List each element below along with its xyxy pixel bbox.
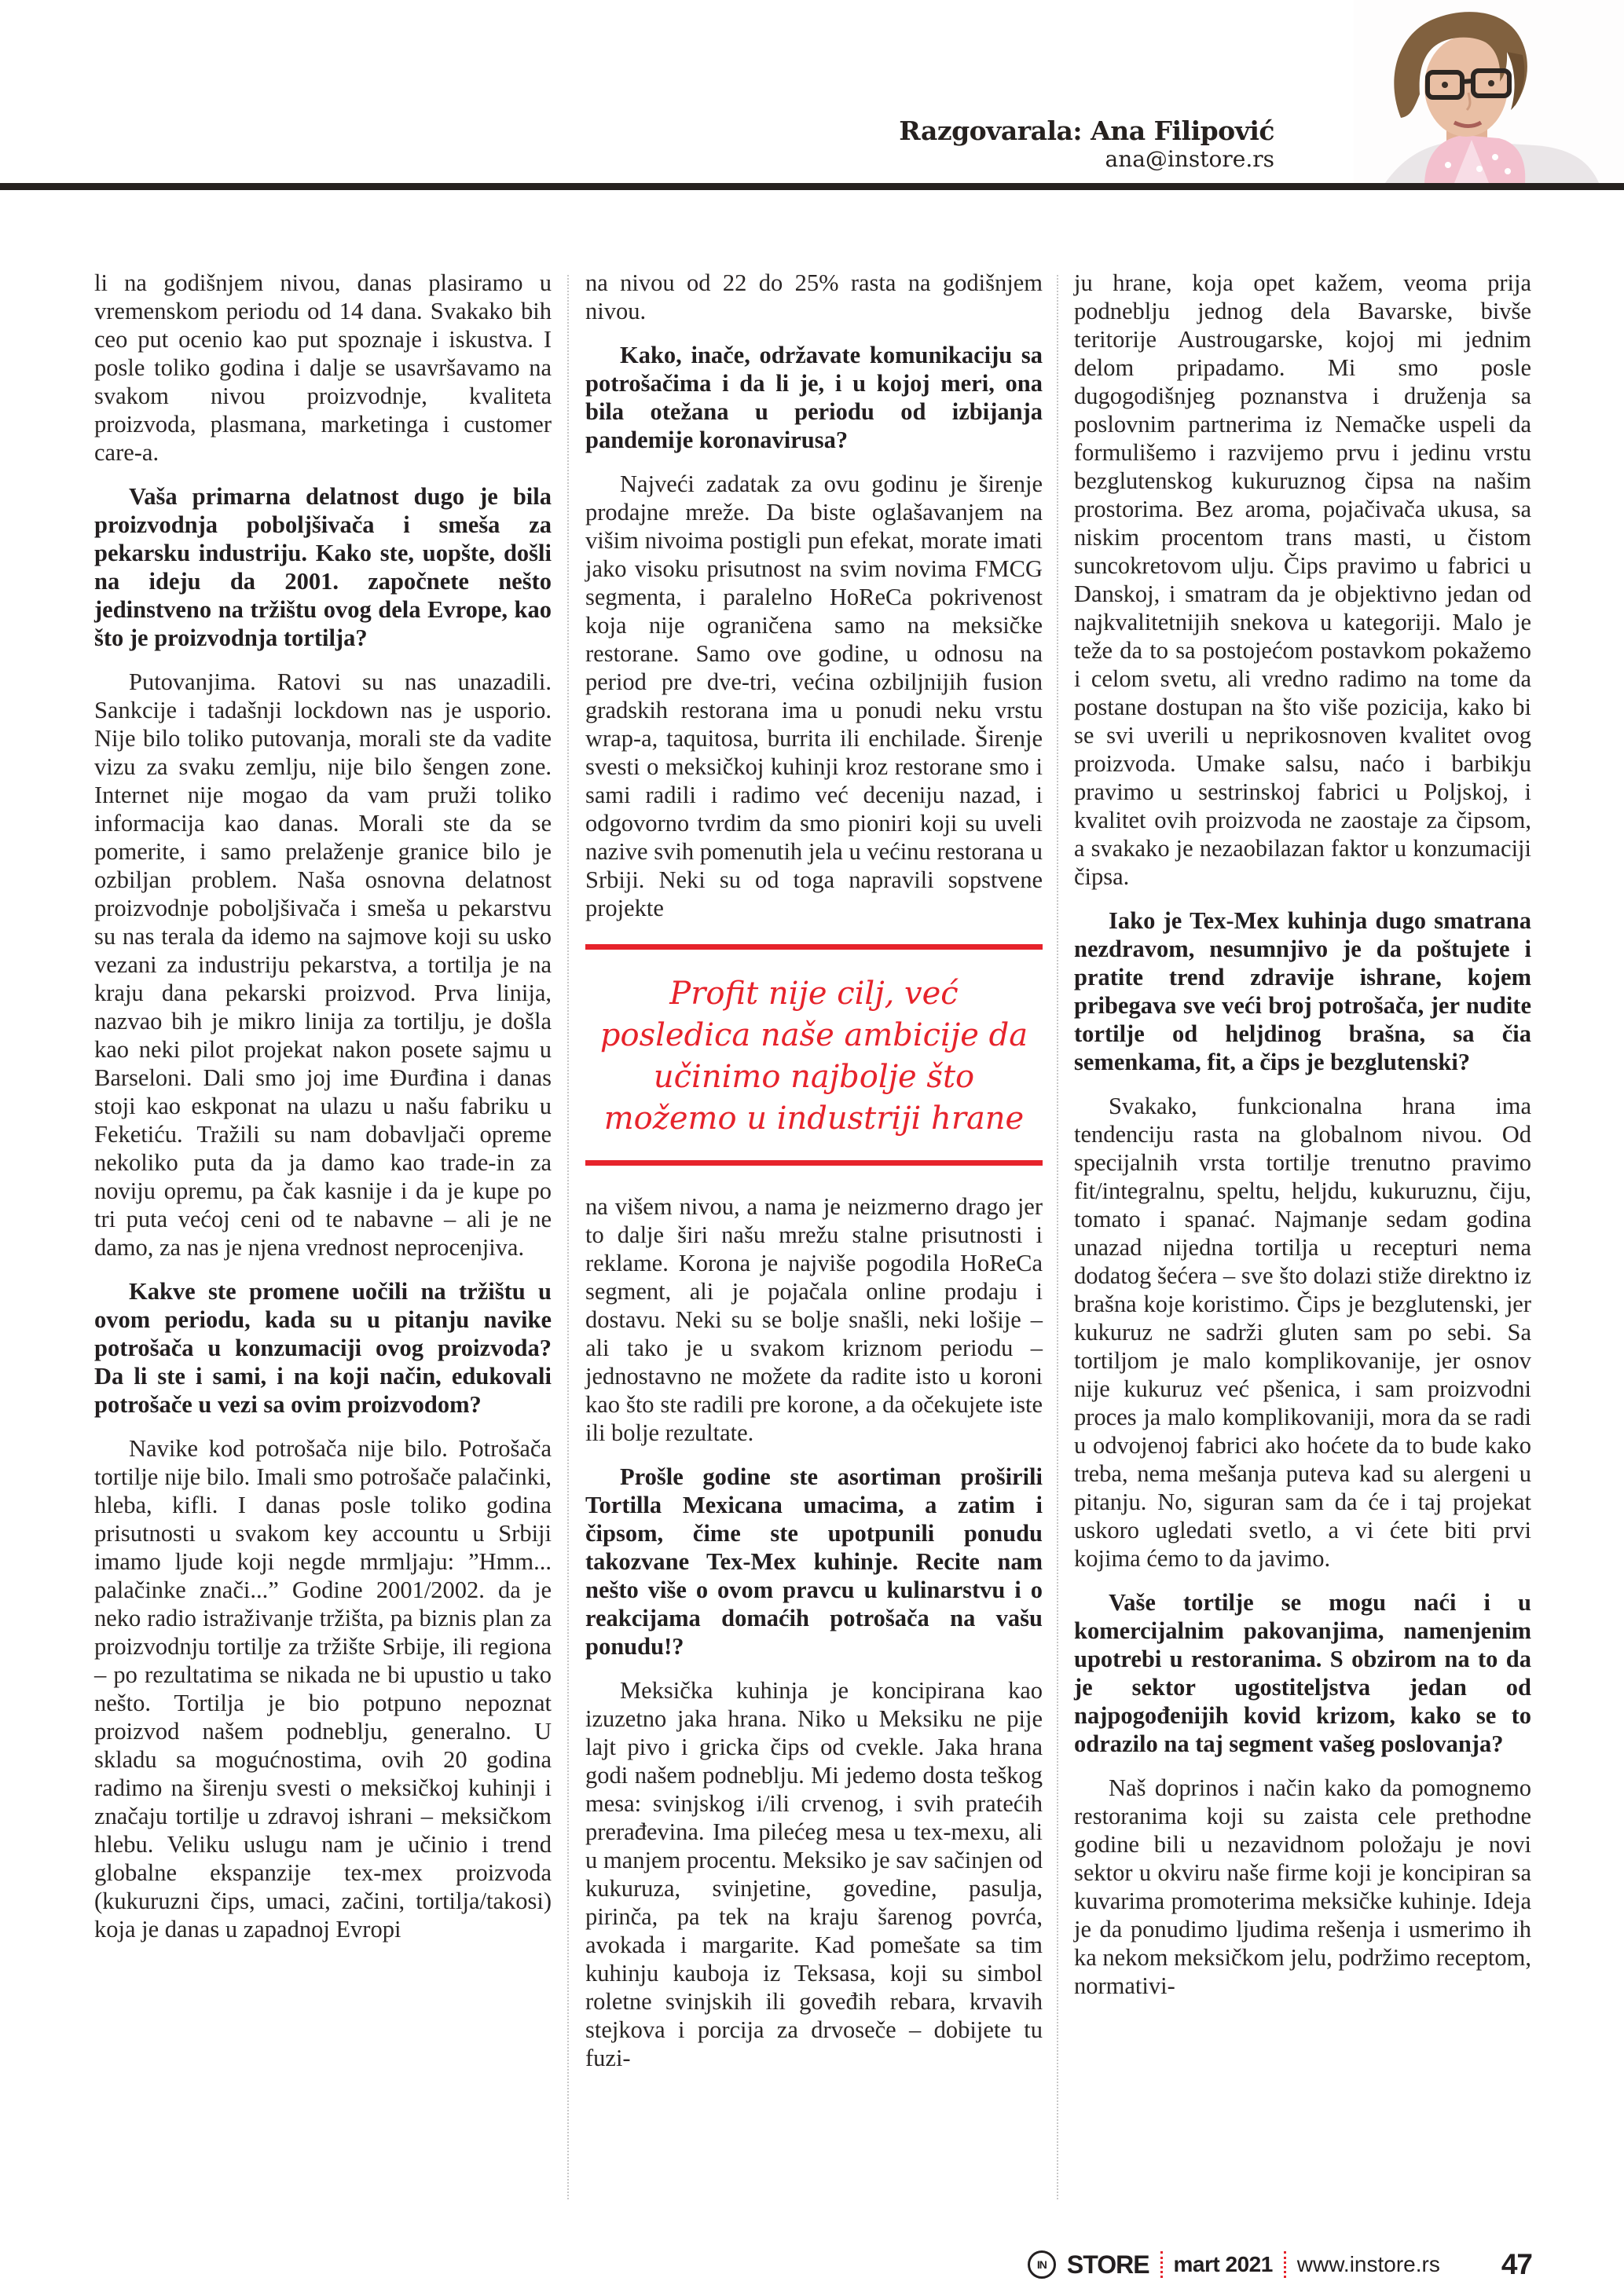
article-paragraph: li na godišnjem nivou, danas plasiramo u vremenskom periodu od 14 dana. Svakako bih ceo put ocenio kao put spoznaje i iskustva. I posle toliko godina i dalje se usavršavamo na svakom nivou proizvodnje, kvaliteta proizvoda, plasmana, marketinga i customer care-a. [94,269,552,466]
interview-question: Iako je Tex-Mex kuhinja dugo smatrana nezdravom, nesumnjivo je da poštujete i pratite trend zdravije ishrane, kojem pribegava sve veći broj potrošača, jer nudite tortilje od heljdinog brašna, sa čia semenkama, fit, a čips je bezglutenski? [1074,907,1531,1075]
article-column-2 [585,269,1043,2088]
author-email: ana@instore.rs [1105,146,1274,172]
interview-question: Vaše tortilje se mogu naći i u komercijalnim pakovanjima, namenjenim upotrebi u restoranima. S obzirom na to da je sektor ugostiteljstva jedan od najpogođenijih kovid krizom, kako se to odrazilo na taj segment vašeg poslovanja? [1074,1589,1531,1757]
article-paragraph: Svakako, funkcionalna hrana ima tendenciju rasta na globalnom nivou. Od specijalnih vrsta tortilje trenutno pravimo fit/integralnu, speltu, heljdu, kukuruznu, čiju, tomato i spanać. Najmanje sedam godina unazad nijedna tortilja u recepturi nema dodatog šećera – sve što dolazi stiže direktno iz brašna koje koristimo. Čips je bezglutenski, jer kukuruz ne sadrži gluten sam po sebi. Sa tortiljom je malo komplikovanije, jer osnov nije kukuruz već pšenica, i sam proizvodni proces ja malo komplikovaniji, mora da se radi u odvojenoj fabrici ako hoćete da to bude kako treba, nema mešanja puteva kad su alergeni u pitanju. No, siguran sam da će i taj projekat uskoro ugledati svetlo, a vi ćete biti prvi kojima ćemo to da javimo. [1074,1093,1531,1572]
article-paragraph: Putovanjima. Ratovi su nas unazadili. Sankcije i tadašnji lockdown nas je usporio. Nije bilo toliko putovanja, morali ste da vadite vizu za svaku zemlju, nije bilo šengen zone. Internet nije mogao da vam pruži toliko informacija kao danas. Morali ste da se pomerite, i samo prelaženje granice bilo je ozbiljan problem. Naša osnovna delatnost proizvodnje poboljšivača i smeša u pekarstvu su nas terala da idemo na sajmove koji su usko vezani za industriju pekarstva, a tortilja je na kraju dana pekarski proizvod. Prva linija, nazvao bih je mikro linija za tortilju, je došla kao neki pilot projekat nakon posete sajmu u Barseloni. Dali smo joj ime Đurđina i danas stoji kao eskponat na ulazu u našu fabriku u Feketiću. Tražili su nam dobavljači opreme nekoliko puta da ja damo kao trade-in za noviju opremu, pa čak kasnije i da je kupe po tri puta većoj ceni od te nabavne – ali je ne damo, za nas je njena vrednost neprocenjiva. [94,668,552,1261]
issue-date: mart 2021 [1173,2252,1273,2276]
interview-question: Vaša primarna delatnost dugo je bila proizvodnja poboljšivača i smeša za pekarsku industriju. Kako ste, uopšte, došli na ideju da 2001. započnete nešto jedinstveno na tržištu ovog dela Evrope, kao što je proizvodnja tortilja? [94,483,552,651]
magazine-brand: STORE [1066,2250,1149,2279]
interview-question: Kako, inače, održavate komunikaciju sa potrošačima i da li je, i u kojoj meri, ona bila otežana u periodu od izbijanja pandemije koronavirusa? [585,342,1043,453]
article-paragraph: na nivou od 22 do 25% rasta na godišnjem nivou. [585,269,1043,324]
column-separator [567,275,569,2199]
page-footer [1028,2248,1532,2281]
interview-question: Kakve ste promene uočili na tržištu u ovom periodu, kada su u pitanju navike potrošača u konzumaciji ovog proizvoda? Da li ste i sami, i na koji način, edukovali potrošače u vezi sa ovim proizvodom? [94,1278,552,1418]
website-url: www.instore.rs [1296,2252,1440,2276]
article-column-1 [94,269,552,1959]
top-divider-rule [0,183,1624,190]
article-paragraph: Najveći zadatak za ovu godinu je širenje prodajne mreže. Da biste oglašavanjem na višim nivoima postigli pun efekat, morate imati jako visoku prisutnost na svim novima FMCG segmenta, i paralelno HoReCa pokrivenost koja nije ograničena samo na meksičke restorane. Samo ove godine, u odnosu na period pre dve-tri, većina ozbiljnijih fusion gradskih restorana ima u ponudi neku vrstu wrap-a, taquitosa, burrita ili enchilade. Širenje svesti o meksičkoj kuhinji kroz restorane smo i sami radili i radimo već deceniju nazad, i odgovorno tvrdim da smo pioniri koji su uveli nazive svih pomenutih jela u većinu restorana u Srbiji. Neki su od toga napravili sopstvene projekte [585,471,1043,921]
pull-quote-text: Profit nije cilj, već posledica naše ambicije da učinimo najbolje što možemo u industriji hrane [599,976,1028,1137]
article-paragraph: ju hrane, koja opet kažem, veoma prija podneblju jednog dela Bavarske, bivše teritorije Austrougarske, kojoj mi jednim delom pripadamo. Mi smo posle dugogodišnjeg poznanstva i druženja sa poslovnim partnerima iz Nemačke uspeli da formulišemo i razvijemo prvu i jedinu vrstu bezglutenskog kukuruznog čipsa na našim prostorima. Bez aroma, pojačivača ukusa, sa niskim procentom trans masti, u čistom suncokretovom ulju. Čips pravimo u fabrici u Danskoj, i smatram da je objektivno jedan od najkvalitetnijih snekova u kategoriji. Malo je teže da to sa postojećom postavkom pokažemo i celom svetu, ali vredno radimo na tome da postane dostupan na što više pozicija, kako bi se svi uverili u neprikosnoven kvalitet ovog proizvoda. Umake salsu, naćo i barbikju pravimo u sestrinskoj fabrici u Poljskoj, i kvalitet ovih proizvoda ne zaostaje za čipsom, a svakako je nezaobilazan faktor u konzumaciji čipsa. [1074,269,1531,890]
article-column-3 [1074,269,1531,2016]
article-paragraph: Navike kod potrošača nije bilo. Potrošača tortilje nije bilo. Imali smo potrošače palačinki, hleba, kifli. I danas posle toliko godina prisutnosti u svakom key accountu u Srbiji imamo ljude koji negde mrmljaju: ”Hmm... palačinke znači...” Godine 2001/2002. da je neko radio istraživanje tržišta, pa biznis plan za proizvodnju tortilje za tržište Srbije, ili regiona – po rezultatima se nikada ne bi upustio u tako nešto. Tortilja je bio potpuno nepoznat proizvod našem podneblju, generalno. U skladu sa mogućnostima, ovih 20 godina radimo na širenju svesti o meksičkoj kuhinji i značaju tortilje u zdravoj ishrani – meksičkom hlebu. Veliku uslugu nam je učinio i trend globalne ekspanzije tex-mex proizvoda (kukuruzni čips, umaci, začini, tortilja/takosi) koja je danas u zapadnoj Evropi [94,1435,552,1943]
footer-separator [1160,2251,1163,2278]
article-header [899,116,1274,173]
pull-quote [585,944,1043,1166]
portrait-illustration [1354,0,1624,183]
page-number: 47 [1501,2248,1532,2280]
article-paragraph: na višem nivou, a nama je neizmerno drago jer to dalje širi našu mrežu stalne prisutnosti i reklame. Korona je najviše pogodila HoReCa segment, ali je pojačala online prodaju i dostavu. Neki su se bolje snašli, neki lošije – ali tako je u svakom kriznom periodu – jednostavno ne možete da radite isto u koroni kao što ste radili pre korone, a da očekujete iste ili bolje rezultate. [585,1193,1043,1446]
footer-separator [1284,2251,1286,2278]
column-separator [1057,275,1058,2199]
article-paragraph: Naš doprinos i način kako da pomognemo restoranima koji su zaista cele prethodne godine bili u nezavidnom položaju je novi sektor u okviru naše firme koji je koncipiran sa kuvarima promoterima meksičke kuhinje. Ideja je da ponudimo ljudima rešenja i usmerimo ih ka nekom meksičkom jelu, podržimo receptom, normativi- [1074,1774,1531,1999]
interview-question: Prošle godine ste asortiman proširili Tortilla Mexicana umacima, a zatim i čipsom, čime ste upotpunili ponudu takozvane Tex-Mex kuhinje. Recite nam nešto više o ovom pravcu u kulinarstvu i o reakcijama domaćih potrošača na vašu ponudu!? [585,1463,1043,1660]
interviewee-photo [1354,0,1624,183]
instore-logo-icon: IN [1028,2250,1056,2279]
article-paragraph: Meksička kuhinja je koncipirana kao izuzetno jaka hrana. Niko u Meksiku ne pije lajt pivo i gricka čips od cvekle. Jaka hrana godi našem podneblju. Mi jedemo dosta teškog mesa: svinjskog i/ili crvenog, i svih pratećih prerađevina. Ima pilećeg mesa u tex-mexu, ali u manjem procentu. Meksiko je sav sačinjen od kukuruza, svinjetine, govedine, pasulja, pirinča, pa tek na kraju šarenog povrća, avokada i margarite. Kad pomešate sa tim kuhinju kauboja iz Teksasa, koji su simbol roletne svinjskih ili goveđih rebara, krvavih stejkova i porcija za drvoseče – dobijete tu fuzi- [585,1677,1043,2071]
byline: Razgovarala: Ana Filipović [899,115,1274,146]
